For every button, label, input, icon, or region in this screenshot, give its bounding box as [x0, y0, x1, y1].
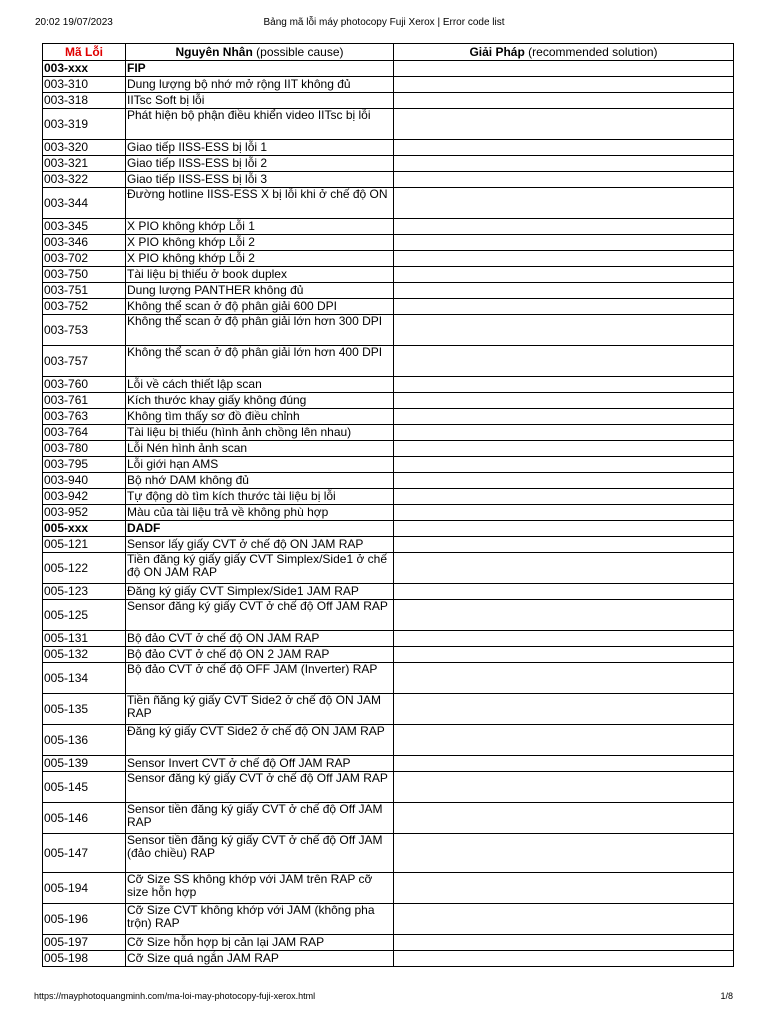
solution-cell	[394, 756, 734, 772]
footer-url: https://mayphotoquangminh.com/ma-loi-may-photocopy-fuji-xerox.html	[34, 991, 316, 1001]
table-row	[43, 505, 734, 521]
solution-cell	[394, 489, 734, 505]
solution-cell	[394, 346, 734, 377]
cause-cell: FIP	[126, 61, 394, 77]
cause-cell: Bộ đảo CVT ở chế độ OFF JAM (Inverter) RAP	[126, 663, 394, 694]
table-row	[43, 631, 734, 647]
table-row	[43, 156, 734, 172]
cause-cell: X PIO không khớp Lỗi 2	[126, 251, 394, 267]
cause-cell: Đăng ký giấy CVT Side2 ở chế độ ON JAM RAP	[126, 725, 394, 756]
print-timestamp: 20:02 19/07/2023	[35, 17, 113, 28]
cause-cell: Cỡ Size quá ngắn JAM RAP	[126, 951, 394, 967]
error-code-cell: 003-752	[43, 299, 126, 315]
solution-cell	[394, 425, 734, 441]
error-code-cell: 003-795	[43, 457, 126, 473]
error-code-cell: 003-750	[43, 267, 126, 283]
cause-cell: Cỡ Size hỗn hợp bị cản lại JAM RAP	[126, 935, 394, 951]
error-code-cell: 005-123	[43, 584, 126, 600]
table-row	[43, 283, 734, 299]
section-row	[43, 521, 734, 537]
cause-cell: Không thể scan ở độ phân giải lớn hơn 400 DPI	[126, 346, 394, 377]
cause-cell: Tiền đăng ký giấy giấy CVT Simplex/Side1 ở chế độ ON JAM RAP	[126, 553, 394, 584]
error-code-cell: 003-940	[43, 473, 126, 489]
table-row	[43, 600, 734, 631]
table-row	[43, 725, 734, 756]
cause-cell: Giao tiếp IISS-ESS bị lỗi 2	[126, 156, 394, 172]
cause-cell: Lỗi Nén hình ảnh scan	[126, 441, 394, 457]
solution-cell	[394, 521, 734, 537]
cause-cell: Sensor tiền đăng ký giấy CVT ở chế độ Off JAM RAP	[126, 803, 394, 834]
error-code-cell: 003-764	[43, 425, 126, 441]
error-code-cell: 005-135	[43, 694, 126, 725]
cause-cell: Tài liệu bị thiếu (hình ảnh chồng lên nhau)	[126, 425, 394, 441]
solution-cell	[394, 537, 734, 553]
error-code-cell: 005-131	[43, 631, 126, 647]
cause-cell: Sensor lấy giấy CVT ở chế độ ON JAM RAP	[126, 537, 394, 553]
error-code-cell: 003-763	[43, 409, 126, 425]
table-row	[43, 315, 734, 346]
table-row	[43, 235, 734, 251]
solution-cell	[394, 803, 734, 834]
error-code-table	[42, 43, 734, 967]
cause-cell: Dung lượng PANTHER không đủ	[126, 283, 394, 299]
table-row	[43, 904, 734, 935]
cause-cell: Sensor đăng ký giấy CVT ở chế độ Off JAM RAP	[126, 772, 394, 803]
solution-cell	[394, 409, 734, 425]
error-code-cell: 003-753	[43, 315, 126, 346]
error-code-cell: 003-751	[43, 283, 126, 299]
cause-cell: Không thể scan ở độ phân giải 600 DPI	[126, 299, 394, 315]
solution-cell	[394, 109, 734, 140]
solution-cell	[394, 393, 734, 409]
cause-cell: Lỗi giới hạn AMS	[126, 457, 394, 473]
error-code-cell: 005-196	[43, 904, 126, 935]
table-row	[43, 377, 734, 393]
cause-cell: Tự động dò tìm kích thước tài liệu bị lỗi	[126, 489, 394, 505]
cause-cell: Sensor đăng ký giấy CVT ở chế độ Off JAM RAP	[126, 600, 394, 631]
error-code-cell: 003-760	[43, 377, 126, 393]
cause-cell: Lỗi về cách thiết lập scan	[126, 377, 394, 393]
table-row	[43, 951, 734, 967]
cause-cell: Không thể scan ở độ phân giải lớn hơn 300 DPI	[126, 315, 394, 346]
error-code-cell: 003-310	[43, 77, 126, 93]
error-code-cell: 003-344	[43, 188, 126, 219]
solution-cell	[394, 219, 734, 235]
cause-cell: Bộ nhớ DAM không đủ	[126, 473, 394, 489]
error-code-cell: 003-xxx	[43, 61, 126, 77]
solution-cell	[394, 377, 734, 393]
error-code-cell: 005-136	[43, 725, 126, 756]
solution-cell	[394, 904, 734, 935]
table-row	[43, 663, 734, 694]
solution-cell	[394, 172, 734, 188]
cause-cell: Đường hotline IISS-ESS X bị lỗi khi ở chế độ ON	[126, 188, 394, 219]
table-row	[43, 935, 734, 951]
table-row	[43, 77, 734, 93]
error-code-cell: 003-757	[43, 346, 126, 377]
table-row	[43, 473, 734, 489]
cause-cell: Kích thước khay giấy không đúng	[126, 393, 394, 409]
cause-cell: Màu của tài liệu trả về không phù hợp	[126, 505, 394, 521]
header-cause: Nguyên Nhân (possible cause)	[126, 44, 394, 61]
error-code-cell: 003-318	[43, 93, 126, 109]
header-solution: Giải Pháp (recommended solution)	[394, 44, 734, 61]
table-row	[43, 393, 734, 409]
page-title: Bảng mã lỗi máy photocopy Fuji Xerox | Error code list	[263, 17, 505, 28]
solution-cell	[394, 473, 734, 489]
solution-cell	[394, 156, 734, 172]
solution-cell	[394, 873, 734, 904]
solution-cell	[394, 77, 734, 93]
solution-cell	[394, 315, 734, 346]
solution-cell	[394, 772, 734, 803]
solution-cell	[394, 140, 734, 156]
cause-cell: DADF	[126, 521, 394, 537]
error-code-cell: 003-322	[43, 172, 126, 188]
error-code-cell: 003-952	[43, 505, 126, 521]
error-code-cell: 005-146	[43, 803, 126, 834]
table-row	[43, 93, 734, 109]
solution-cell	[394, 251, 734, 267]
solution-cell	[394, 725, 734, 756]
table-row	[43, 772, 734, 803]
solution-cell	[394, 235, 734, 251]
cause-cell: Sensor Invert CVT ở chế độ Off JAM RAP	[126, 756, 394, 772]
error-code-cell: 005-125	[43, 600, 126, 631]
error-code-cell: 003-702	[43, 251, 126, 267]
error-code-cell: 005-122	[43, 553, 126, 584]
error-code-cell: 005-139	[43, 756, 126, 772]
solution-cell	[394, 694, 734, 725]
table-row	[43, 172, 734, 188]
table-row	[43, 457, 734, 473]
cause-cell: Cỡ Size SS không khớp với JAM trên RAP cỡ size hỗn hợp	[126, 873, 394, 904]
cause-cell: Tài liệu bị thiếu ở book duplex	[126, 267, 394, 283]
cause-cell: Không tìm thấy sơ đồ điều chỉnh	[126, 409, 394, 425]
error-code-cell: 003-780	[43, 441, 126, 457]
solution-cell	[394, 935, 734, 951]
error-code-cell: 005-194	[43, 873, 126, 904]
table-row	[43, 267, 734, 283]
header-error-code: Mã Lỗi	[43, 44, 126, 61]
cause-cell: Bộ đảo CVT ở chế độ ON 2 JAM RAP	[126, 647, 394, 663]
error-code-cell: 003-319	[43, 109, 126, 140]
solution-cell	[394, 663, 734, 694]
cause-cell: Bộ đảo CVT ở chế độ ON JAM RAP	[126, 631, 394, 647]
table-row	[43, 441, 734, 457]
cause-cell: X PIO không khớp Lỗi 1	[126, 219, 394, 235]
table-row	[43, 188, 734, 219]
table-row	[43, 109, 734, 140]
error-code-cell: 005-147	[43, 834, 126, 873]
solution-cell	[394, 834, 734, 873]
table-row	[43, 584, 734, 600]
cause-cell: IITsc Soft bị lỗi	[126, 93, 394, 109]
cause-cell: Dung lượng bộ nhớ mở rộng IIT không đủ	[126, 77, 394, 93]
solution-cell	[394, 441, 734, 457]
error-code-cell: 003-761	[43, 393, 126, 409]
solution-cell	[394, 283, 734, 299]
solution-cell	[394, 188, 734, 219]
solution-cell	[394, 267, 734, 283]
table-row	[43, 346, 734, 377]
error-code-cell: 005-197	[43, 935, 126, 951]
cause-cell: X PIO không khớp Lỗi 2	[126, 235, 394, 251]
error-code-cell: 005-145	[43, 772, 126, 803]
table-row	[43, 219, 734, 235]
solution-cell	[394, 600, 734, 631]
table-row	[43, 425, 734, 441]
table-row	[43, 489, 734, 505]
table-row	[43, 873, 734, 904]
cause-cell: Cỡ Size CVT không khớp với JAM (không pha trộn) RAP	[126, 904, 394, 935]
error-code-cell: 003-942	[43, 489, 126, 505]
error-code-cell: 003-346	[43, 235, 126, 251]
error-code-cell: 005-198	[43, 951, 126, 967]
solution-cell	[394, 584, 734, 600]
solution-cell	[394, 553, 734, 584]
table-row	[43, 140, 734, 156]
solution-cell	[394, 951, 734, 967]
solution-cell	[394, 299, 734, 315]
error-code-cell: 005-xxx	[43, 521, 126, 537]
error-code-cell: 003-345	[43, 219, 126, 235]
table-row	[43, 834, 734, 873]
cause-cell: Đăng ký giấy CVT Simplex/Side1 JAM RAP	[126, 584, 394, 600]
table-row	[43, 299, 734, 315]
error-code-cell: 003-320	[43, 140, 126, 156]
table-row	[43, 409, 734, 425]
solution-cell	[394, 457, 734, 473]
solution-cell	[394, 647, 734, 663]
cause-cell: Phát hiện bộ phận điều khiển video IITsc bị lỗi	[126, 109, 394, 140]
table-row	[43, 647, 734, 663]
error-code-cell: 005-134	[43, 663, 126, 694]
section-row	[43, 61, 734, 77]
table-row	[43, 553, 734, 584]
solution-cell	[394, 631, 734, 647]
cause-cell: Tiền ñăng ký giấy CVT Side2 ở chế độ ON JAM RAP	[126, 694, 394, 725]
cause-cell: Giao tiếp IISS-ESS bị lỗi 1	[126, 140, 394, 156]
error-code-cell: 005-121	[43, 537, 126, 553]
table-row	[43, 537, 734, 553]
table-row	[43, 251, 734, 267]
table-row	[43, 756, 734, 772]
solution-cell	[394, 93, 734, 109]
error-code-cell: 003-321	[43, 156, 126, 172]
page-number: 1/8	[720, 991, 733, 1001]
solution-cell	[394, 61, 734, 77]
table-row	[43, 803, 734, 834]
cause-cell: Sensor tiền đăng ký giấy CVT ở chế độ Off JAM (đảo chiều) RAP	[126, 834, 394, 873]
error-code-cell: 005-132	[43, 647, 126, 663]
solution-cell	[394, 505, 734, 521]
table-row	[43, 694, 734, 725]
cause-cell: Giao tiếp IISS-ESS bị lỗi 3	[126, 172, 394, 188]
